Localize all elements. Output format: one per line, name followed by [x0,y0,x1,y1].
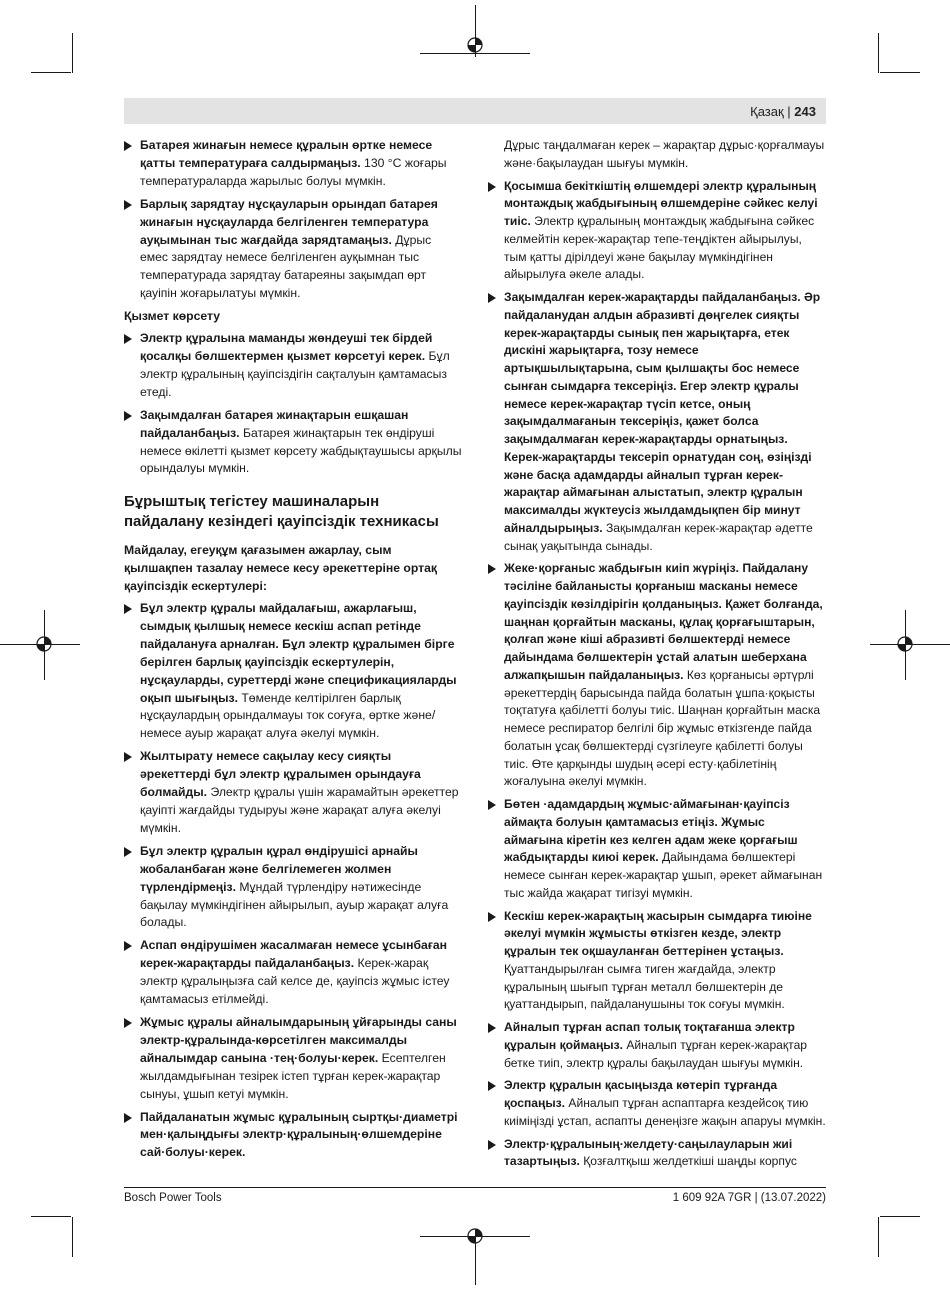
warning-bold-text: Жылтырату немесе сақылау кесу сияқты әрекеттерді бұл электр құралымен орындауға болмайды. [140,749,421,800]
bullet-triangle-icon [488,564,496,574]
warning-bold-text: Бөтен ·адамдардың жұмыс·аймағынан·қауіпсіз аймақта болуын қамтамасыз етіңіз. Жұмыс аймағына кіретін кез келген адам жеке қорғағыш жабдықтарды киюі керек. [504,797,798,865]
header-language: Қазақ [750,104,784,119]
list-item [124,196,462,303]
list-item [488,178,827,285]
warning-bold-text: Пайдаланатын жұмыс құралының сыртқы·диаметрі мен·қалыңдығы электр·құралының·өлшемдеріне сай·болуы·керек. [140,1109,458,1160]
bullet-triangle-icon [124,1018,132,1028]
list-item [488,1136,827,1172]
warning-text: Бұл электр құралының қауіпсіздігін сақталуын қамтамасыз етеді. [140,348,450,399]
warning-bold-text: Бұл электр құралы майдалағыш, ажарлағыш, сымдық қылшық немесе кескіш аспап ретінде пайдалануға арналған. Бұл электр құралымен бірге берілген барлық қауіпсіздік ескертулерін, нұсқауларды, суреттерді және спецификацияларды оқып шығыңыз. [140,601,457,705]
bullet-triangle-icon [488,1023,496,1033]
bullet-triangle-icon [124,941,132,951]
list-item [124,137,462,191]
section-intro: Майдалау, егеуқұм қағазымен ажарлау, сым қылшақпен тазалау немесе кесу әрекеттеріне ортақ қауіпсіздік ескертулері: [124,543,438,594]
list-item [124,600,462,743]
crop-mark [72,33,73,73]
list-item [488,796,827,903]
list-item [488,1019,827,1072]
warning-text: Электр құралы үшін жарамайтын әрекеттер қауіпті жағдайды тудыруы және жарақат алуға әкелуі мүмкін. [140,785,459,835]
warning-bold-text: Зақымдалған керек-жарақтарды пайдаланбаңыз. Әр пайдаланудан алдын абразивті дөңгелек сияқты керек-жарақтарды сынық пен жарықтарға, етек дискіні жарықтарға, тозу немесе артықшылықтарына, сым қылшақты бос немесе сынған сымдарға тексеріңіз. Егер электр құралы немесе керек-жарақтар түсіп кетсе, оның зақымдалмағанын тексеріңіз, қажет болса зақымдалмаған керек-жарақтарды орнатыңыз. Керек-жарақтарды тексеріп орнатудан соң, өзіңізді және басқа адамдарды айналып тұрған керек-жарақтар аймағынан алыстатып, электр құралын максималды жүктеусіз жылдамдықпен бір минут айналдырыңыз. [504,290,821,535]
warning-text: Зақымдалған керек-жарақтар әдетте сынақ уақытында сынады. [504,520,813,553]
warning-text: Айналып тұрған керек-жарақтар бетке тиіп, электр құралы бақылаудан шығуы мүмкін. [504,1037,808,1070]
section-title: Бұрыштық тегістеу машиналарын пайдалану кезіндегі қауіпсіздік техникасы [124,493,439,531]
crop-mark [880,1216,920,1217]
list-item [124,748,462,838]
warning-text: Көз қорғанысы әртүрлі әрекеттердің барысында пайда болатын ұшпа·қоқысты тоқтатуға қабілетті болуы тиіс. Шаңнан қорғайтын маска немесе респиратор белгілі бір жұмыс өткізгенде пайда болатын ұсақ бөлшектерді сүзгілеуге қабілетті болуы тиіс. Өте қарқынды шудың әсері есту·қабілетінің жоғалуына әкелуі мүмкін. [504,667,821,789]
crop-mark [72,1217,73,1257]
bullet-triangle-icon [124,1113,132,1123]
warning-bold-text: Батарея жинағын немесе құралын өртке немесе қатты температураға салдырмаңыз. [140,138,433,170]
registration-mark-icon [466,36,484,54]
bullet-triangle-icon [124,411,132,421]
crop-mark [31,1216,71,1217]
list-item [124,937,462,1009]
registration-mark-icon [466,1227,484,1245]
running-header: Қазақ | 243 [750,104,816,119]
crop-mark [31,72,71,73]
crop-mark [878,33,879,73]
warning-bold-text: Электр·құралының·желдету·саңылауларын жиі тазартыңыз. [504,1136,793,1169]
bullet-triangle-icon [124,847,132,857]
list-item [124,407,462,479]
list-item [124,843,462,933]
crop-mark [880,72,920,73]
warning-text: Мұндай түрлендіру нәтижесінде бақылау мүмкіндігінен айырылып, ауыр жарақат алуға болады. [140,879,449,930]
warning-text: Электр құралының монтаждық жабдығына сәйкес келмейтін керек-жарақтар тепе-теңдіктен айырылуы, тым қатты дірілдеуі және бақылау мүмкіндігінен айырылуға әкеле алады. [504,214,815,282]
warning-text: Дұрыс емес зарядтау немесе белгіленген ауқымнан тыс температурада зарядтау батареяны зақымдап өрт қауіпін жоғарылатуы мүмкін. [140,232,432,301]
bullet-triangle-icon [488,912,496,922]
warning-bold-text: Аспап өндірушімен жасалмаған немесе ұсынбаған керек-жарақтарды пайдаланбаңыз. [140,938,448,971]
list-item [124,1014,462,1104]
warning-bold-text: Электр құралын қасыңызда көтеріп тұрғанда қоспаңыз. [504,1078,778,1110]
warning-text: Төменде келтірілген барлық нұсқаулардың орындалмауы ток соғуға, өртке және/немесе ауыр жарақат алуға әкелуі мүмкін. [140,690,436,741]
crop-mark [878,1217,879,1257]
bullet-triangle-icon [124,604,132,614]
warning-text: Қуаттандырылған сымға тиген жағдайда, электр құралының шығып тұрған металл бөлшектерін де қуаттандырып, пайдаланушыны ток соғуы мүмкін. [504,961,785,1012]
warning-bold-text: Жұмыс құралы айналымдарының ұйғарынды саны электр-құралында-көрсетілген максималды айналымдар санына ·тең·болуы·керек. [140,1014,457,1065]
continuation-text: Дұрыс таңдалмаған керек – жарақтар дұрыс·қорғалмауы және·бақылаудан шығуы мүмкін. [504,138,825,170]
warning-text: Керек-жарақ электр құралыңызға сай келсе де, қауіпсіз жұмыс істеу қамтамасыз етілмейді. [140,956,450,1007]
bullet-triangle-icon [488,800,496,810]
list-item [488,560,827,791]
bullet-triangle-icon [488,1140,496,1150]
warning-bold-text: Зақымдалған батарея жинақтарын ешқашан пайдаланбаңыз. [140,407,409,440]
bullet-triangle-icon [488,1081,496,1091]
warning-bold-text: Электр құралына маманды жөндеуші тек бірдей қосалқы бөлшектермен қызмет көрсетуі керек. [140,331,433,363]
left-column [124,137,462,1167]
header-bar [124,98,826,124]
warning-text: Есептелген жылдамдығынан тезірек істеп тұрған керек-жарақтар сынуы, ұшып кетуі мүмкін. [140,1050,446,1101]
bullet-triangle-icon [124,141,132,151]
warning-text: Батарея жинақтарын тек өндіруші немесе өкілетті қызмет көрсету жабдықтаушысы арқылы орындалуы мүмкін. [140,425,462,476]
warning-bold-text: Бұл электр құралын құрал өндірушісі арнайы жобаланбаған және белгілемеген жолмен түрлендірмеңіз. [140,843,418,894]
right-column [488,137,827,1176]
bullet-triangle-icon [124,752,132,762]
registration-mark-icon [35,635,53,653]
page-number: 243 [794,104,816,119]
registration-mark-icon [896,635,914,653]
footer-brand: Bosch Power Tools [124,1192,222,1204]
service-heading: Қызмет көрсету [124,309,221,324]
bullet-triangle-icon [488,293,496,303]
warning-bold-text: Кескіш керек-жарақтың жасырын сымдарға тиюіне әкелуі мүмкін жұмысты өткізген кезде, электр құралын тек оқшауланған беттерінен ұстаңыз. [504,908,812,958]
bullet-triangle-icon [488,182,496,192]
warning-text: Дайындама бөлшектері немесе сынған керек-жарақтар ұшып, әрекет аймағынан тыс жайда жақарат тигізуі мүмкін. [504,850,823,900]
warning-bold-text: Барлық зарядтау нұсқауларын орындап батарея жинағын нұсқауларда белгіленген температура ауқымынан тыс жағдайда зарядтамаңыз. [140,196,438,247]
list-item [488,1077,827,1130]
list-item [488,289,827,555]
list-item [124,330,462,402]
bullet-triangle-icon [124,200,132,210]
footer-doc-number: 1 609 92A 7GR | (13.07.2022) [672,1192,826,1204]
footer-divider [124,1187,826,1188]
list-item [488,908,827,1015]
warning-text: Қозғалтқыш желдеткіші шаңды корпус [579,1154,797,1169]
warning-text: Айналып тұрған аспаптарға кездейсоқ тию киіміңізді ұстап, аспапты денеңізге жақын апаруы мүмкін. [504,1096,826,1128]
warning-bold-text: Айналып тұрған аспап толық тоқтағанша электр құралын қоймаңыз. [504,1020,795,1052]
warning-bold-text: Жеке·қорғаныс жабдығын киіп жүріңіз. Пайдалану тәсіліне байланысты қорғаныш масканы немесе қауіпсіздік көзілдірігін қолданыңыз. Қажет болғанда, шаңнан қорғайтын масканы, құлақ қорғағыштарын, қолғап және кіші абразивті бөлшектерді немесе дайындама бөлшектерін ұстай алатын шеберхана алжапқышын пайдаланыңыз. [504,561,823,682]
warning-text: 130 °C жоғары температураларда жарылыс болуы мүмкін. [140,155,447,188]
warning-bold-text: Қосымша бекіткіштің өлшемдері электр құралының монтаждық жабдығының өлшемдеріне сәйкес келуі тиіс. [504,178,818,228]
list-item [124,1109,462,1163]
bullet-triangle-icon [124,334,132,344]
